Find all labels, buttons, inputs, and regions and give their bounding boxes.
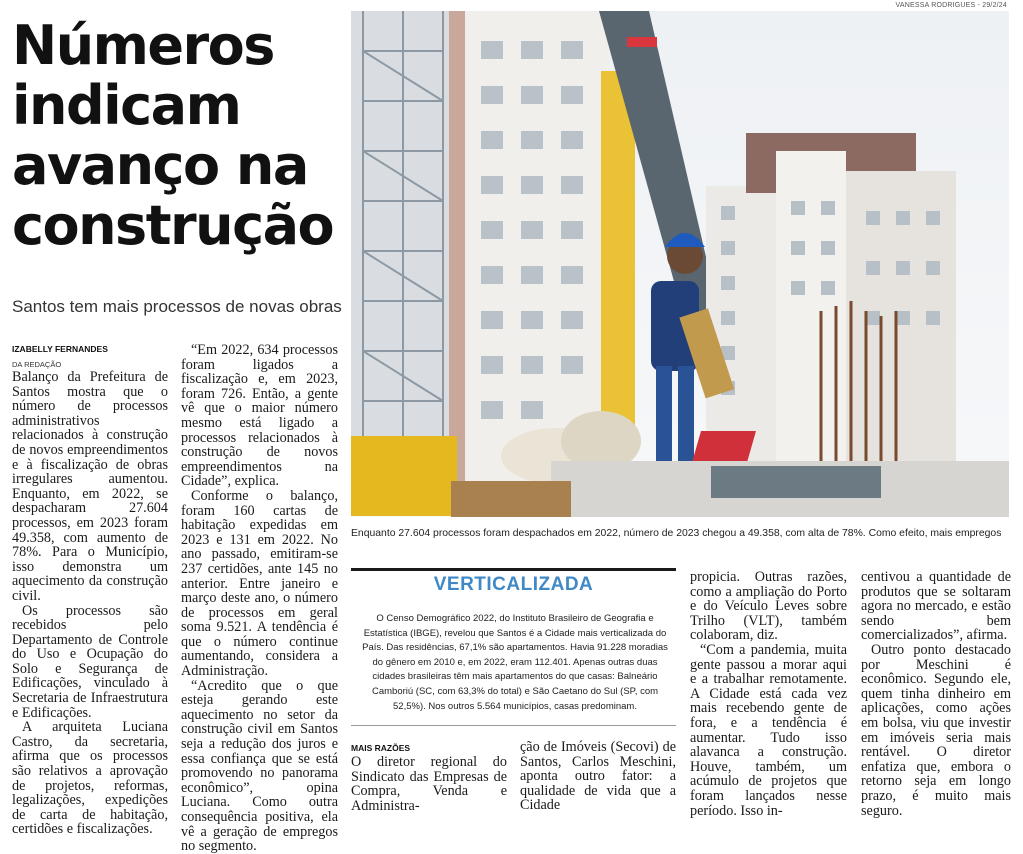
- yellow-scaffold: [351, 436, 457, 516]
- paragraph: Conforme o balanço, foram 160 cartas de habitação expedidas em 2023 e 131 em 2022. No ano passado, emitiram-se 237 certidões, ante 145 no anterior. Entre janeiro e março deste ano, o número de processos em geral soma 9.521. A tendência é que o número continue aumentando, considera a Administração.: [181, 487, 338, 680]
- paragraph: A arquiteta Luciana Castro, da secretaria, afirma que os processos são relativos a aprovação de projetos, reformas, legalizações, expedições de carta de habitação, certidões e fiscalizações.: [12, 719, 168, 838]
- headline: Números indicam avanço na construção: [12, 14, 334, 257]
- box-top-rule: [351, 568, 676, 571]
- box-text: O Censo Demográfico 2022, do Instituto Brasileiro de Geografia e Estatística (IBGE), revelou que Santos é a Cidade mais verticalizada do País. Das residências, 67,1% são apartamentos. Havia 91.228 moradias do gênero em 2010 e, em 2022, eram 112.401. Apenas outras duas cidades brasileiras têm mais apartamentos do que casas: Balneário Camboriú (SC, com 63,3% do total) e São Caetano do Sul (SP, com 52,5%). Nos outros 5.564 municípios, casas predominam.: [362, 613, 668, 712]
- section-label: MAIS RAZÕES: [351, 743, 411, 753]
- yellow-column: [601, 71, 635, 451]
- byline-author: IZABELLY FERNANDES: [12, 344, 108, 354]
- paragraph: Os processos são recebidos pelo Departamento de Controle do Uso e Ocupação do Solo e Segurança de Edificações, vinculado à Secretaria de Infraestrutura e Edificações.: [12, 602, 168, 721]
- paragraph: ção de Imóveis (Secovi) de Santos, Carlos Meschini, aponta outro fator: a qualidade de vida que a Cidade: [520, 739, 676, 814]
- red-bucket: [691, 431, 756, 466]
- paragraph: “Acredito que o que esteja gerando este aquecimento no setor da construção civil em Santos seja a redução dos juros e essa confiança que se está promovendo no panorama econômico”, opina Luciana. Como outra consequência positiva, ela vê a geração de empregos no segmento.: [181, 677, 338, 854]
- article-column-1: [12, 370, 168, 837]
- box-title: VERTICALIZADA: [433, 574, 594, 595]
- box-bottom-rule: [351, 725, 676, 726]
- article-column-4: [690, 570, 847, 818]
- paragraph: Balanço da Prefeitura de Santos mostra que o número de processos administrativos relacionados à construção de novos empreendimentos e à fiscalização de obras irregulares aumentou. Enquanto, em 2022, se despacharam 27.604 processos, em 2023 foram 49.358, com aumento de 78%. Para o Município, isso demonstra um aquecimento da construção civil.: [12, 369, 168, 604]
- paragraph: propicia. Outras razões, como a ampliação do Porto e do Veículo Leves sobre Trilho (VLT), também colaboram, diz.: [690, 569, 847, 644]
- photo-caption: Enquanto 27.604 processos foram despachados em 2022, número de 2023 chegou a 49.358, com alta de 78%. Como efeito, mais empregos: [351, 528, 1002, 539]
- byline-desk: DA REDAÇÃO: [12, 360, 62, 369]
- paragraph: centivou a quantidade de produtos que se soltaram agora no mercado, e estão sendo bem comercializados”, afirma.: [861, 569, 1011, 644]
- building-windows: [481, 41, 583, 419]
- paragraph: Outro ponto destacado por Meschini é econômico. Segundo ele, quem tinha dinheiro em aplicações, como ações em bolsa, viu que investir em imóveis seria mais rentável. O diretor enfatiza que, embora o retorno seja em longo prazo, é muito mais seguro.: [861, 641, 1011, 819]
- subtitle: Santos tem mais processos de novas obras: [12, 297, 342, 316]
- article-column-3b: [520, 740, 676, 813]
- article-column-2: [181, 343, 338, 854]
- article-column-5: [861, 570, 1011, 818]
- article-column-3a: [351, 755, 507, 813]
- construction-photo: [351, 11, 1009, 517]
- paragraph: “Em 2022, 634 processos foram ligados a fiscalização e, em 2023, foram 726. Então, a gente vê que o maior número mesmo está ligado a processos relacionados à construção de novos empreendimentos na Cidade”, explica.: [181, 342, 338, 490]
- scaffold-tower: [351, 11, 451, 451]
- paragraph: O diretor regional do Sindicato das Empresas de Compra, Venda e Administra-: [351, 754, 507, 814]
- photo-credit: VANESSA RODRIGUES - 29/2/24: [895, 2, 1007, 9]
- paragraph: “Com a pandemia, muita gente passou a morar aqui e a trabalhar remotamente. A Cidade está cada vez mais recebendo gente de fora, e a tendência é aumentar. Tudo isso alavanca a construção. Houve, também, um acúmulo de projetos que foram lançados nesse período. Isso in-: [690, 641, 847, 819]
